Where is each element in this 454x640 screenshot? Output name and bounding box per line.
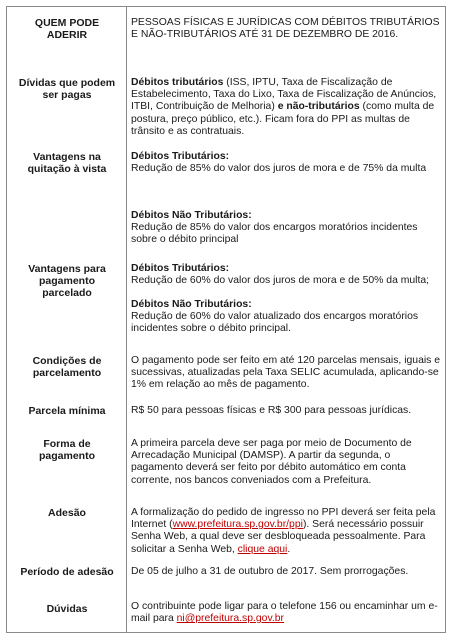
label-forma-pagamento: Forma de pagamento	[38, 438, 95, 462]
vista-text-tributarios: Redução de 85% do valor dos juros de mora e de 75% da multa	[131, 163, 427, 175]
text-vantagens-vista	[131, 151, 443, 175]
dividas-bold-tributarios: Débitos tributários	[131, 77, 224, 88]
text-quem-pode-aderir: PESSOAS FÍSICAS E JURÍDICAS COM DÉBITOS TRIBUTÁRIOS E NÃO-TRIBUTÁRIOS ATÉ 31 DE DEZEMBRO DE 2016.	[131, 17, 440, 41]
text-dividas	[131, 77, 443, 138]
text-duvidas	[131, 601, 443, 625]
text-vantagens-parcelado	[131, 263, 443, 287]
info-table	[6, 6, 446, 633]
parcelado-text-nao-tributarios: Redução de 60% do valor atualizado dos encargos moratórios incidentes sobre o débito principal.	[131, 311, 419, 335]
email-link[interactable]: ni@prefeitura.sp.gov.br	[176, 613, 285, 625]
text-adesao	[131, 507, 443, 556]
label-periodo-adesao: Período de adesão	[20, 566, 114, 578]
dividas-text-1: (ISS, IPTU, Taxa de Fiscalização de Estabelecimento, Taxa do Lixo, Taxa de Fiscalização de Anúncios, ITBI, Contribuição de Melhoria)	[131, 77, 437, 113]
text-vantagens-parcelado-nao	[131, 299, 443, 336]
vista-heading-nao-tributarios: Débitos Não Tributários:	[131, 210, 252, 221]
label-parcela-minima: Parcela mínima	[28, 405, 106, 417]
label-duvidas: Dúvidas	[46, 603, 88, 615]
parcelado-heading-tributarios: Débitos Tributários:	[131, 263, 230, 274]
text-condicoes: O pagamento pode ser feito em até 120 parcelas mensais, iguais e sucessivas, atualizadas pela Taxa SELIC acumulada, aplicando-se 1% em relação ao mês de pagamento.	[131, 355, 441, 391]
clique-aqui-link[interactable]: clique aqui	[237, 543, 288, 555]
label-vantagens-parcelado: Vantagens para pagamento parcelado	[28, 263, 106, 299]
ppi-link[interactable]: www.prefeitura.sp.gov.br/ppi	[172, 519, 303, 531]
adesao-text-2: ). Será necessário possuir Senha Web, a qual deve ser desbloqueada pessoalmente. Para solicitar a Senha Web,	[131, 519, 426, 555]
duvidas-text: O contribuinte pode ligar para o telefone 156 ou encaminhar um e-mail para	[131, 601, 438, 625]
adesao-text-1: A formalização do pedido de ingresso no PPI deverá ser feita pela Internet (	[131, 507, 436, 531]
text-periodo-adesao: De 05 de julho a 31 de outubro de 2017. Sem prorrogações.	[131, 566, 409, 577]
label-quem-pode-aderir: QUEM PODE ADERIR	[34, 17, 100, 41]
parcelado-heading-nao-tributarios: Débitos Não Tributários:	[131, 299, 252, 310]
text-forma-pagamento: A primeira parcela deve ser paga por meio de Documento de Arrecadação Municipal (DAMSP). A partir da segunda, o pagamento deverá ser feito por débito automático em conta corrente, nos bancos conveniados com a Prefeitura.	[131, 438, 412, 486]
label-vantagens-vista: Vantagens na quitação à vista	[27, 151, 107, 175]
text-vantagens-vista-nao	[131, 210, 443, 247]
parcelado-text-tributarios: Redução de 60% do valor dos juros de mora e de 50% da multa;	[131, 275, 430, 287]
dividas-text-2: (como multa de postura, preço público, etc.). Ficam fora do PPI as multas de trânsito e as contratuais.	[131, 101, 435, 137]
text-parcela-minima: R$ 50 para pessoas físicas e R$ 300 para pessoas jurídicas.	[131, 405, 412, 416]
label-condicoes: Condições de parcelamento	[32, 355, 102, 379]
vista-text-nao-tributarios: Redução de 85% do valor dos encargos moratórios incidentes sobre o débito principal	[131, 222, 418, 246]
label-adesao: Adesão	[48, 507, 86, 519]
adesao-text-3: .	[287, 543, 291, 555]
label-dividas: Dívidas que podem ser pagas	[18, 77, 116, 101]
dividas-bold-nao-tributarios: e não-tributários	[277, 101, 360, 113]
column-divider	[126, 7, 127, 632]
vista-heading-tributarios: Débitos Tributários:	[131, 151, 230, 162]
